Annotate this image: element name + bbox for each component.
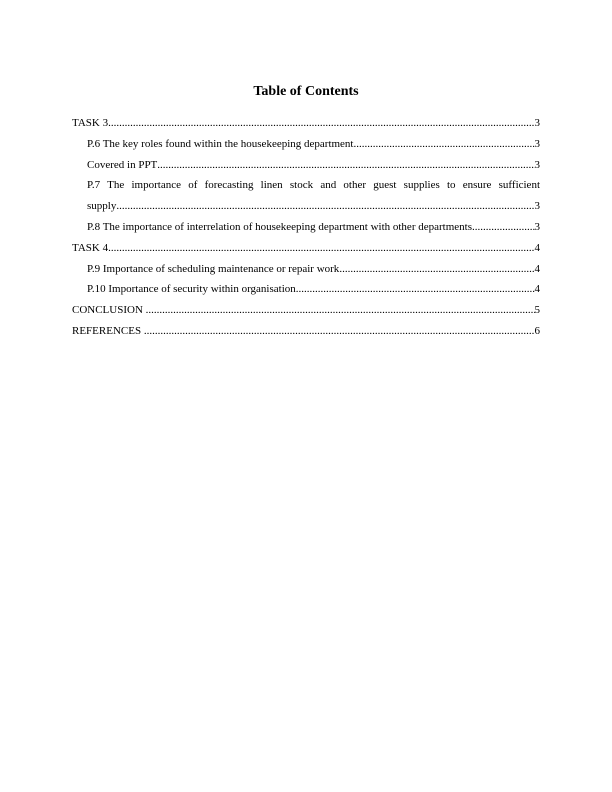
toc-entry-page: 3 xyxy=(534,117,540,129)
toc-entry-task-3[interactable] xyxy=(72,113,540,134)
dot-leader xyxy=(472,217,535,238)
toc-entry-p7[interactable] xyxy=(72,175,540,217)
toc-entry-page: 5 xyxy=(534,304,540,317)
toc-entry-p9[interactable] xyxy=(72,259,540,280)
toc-entry-label-line-1: P.7 The importance of forecasting linen stock and other guest supplies to ensure sufficient xyxy=(87,179,540,192)
toc-entry-page: 3 xyxy=(534,220,540,233)
toc-entry-task-4[interactable] xyxy=(72,238,540,259)
table-of-contents xyxy=(72,113,540,342)
toc-entry-p6[interactable] xyxy=(72,134,540,155)
dot-leader xyxy=(157,155,534,176)
toc-entry-label: P.6 The key roles found within the housekeeping department xyxy=(87,137,354,150)
toc-title: Table of Contents xyxy=(253,84,359,99)
toc-entry-page: 3 xyxy=(534,158,540,171)
toc-entry-conclusion[interactable] xyxy=(72,300,540,321)
dot-leader xyxy=(108,113,534,134)
toc-entry-page: 3 xyxy=(534,137,540,150)
toc-entry-label: CONCLUSION xyxy=(72,304,146,317)
toc-entry-page: 6 xyxy=(534,324,540,337)
toc-entry-page: 4 xyxy=(534,241,540,254)
toc-entry-label-line-2: supply xyxy=(87,200,117,213)
dot-leader xyxy=(146,300,535,321)
toc-entry-page: 3 xyxy=(534,200,540,213)
dot-leader xyxy=(339,259,534,280)
toc-entry-label: REFERENCES xyxy=(72,324,144,337)
toc-entry-references[interactable] xyxy=(72,321,540,342)
toc-entry-label: P.9 Importance of scheduling maintenance or repair work xyxy=(87,262,340,275)
toc-entry-page: 4 xyxy=(534,262,540,275)
dot-leader xyxy=(296,279,535,300)
toc-entry-label: P.8 The importance of interrelation of housekeeping department with other departments xyxy=(87,220,472,233)
toc-entry-label: Covered in PPT xyxy=(87,158,158,171)
toc-entry-page: 4 xyxy=(534,283,540,296)
dot-leader xyxy=(354,134,535,155)
dot-leader xyxy=(108,238,534,259)
toc-entry-label: TASK 4 xyxy=(72,241,109,254)
dot-leader xyxy=(116,196,534,217)
toc-entry-covered-in-ppt[interactable] xyxy=(72,155,540,176)
toc-entry-label: TASK 3 xyxy=(72,117,109,129)
toc-entry-label: P.10 Importance of security within organisation xyxy=(87,283,296,296)
dot-leader xyxy=(144,321,535,342)
toc-entry-p8[interactable] xyxy=(72,217,540,238)
toc-entry-p10[interactable] xyxy=(72,279,540,300)
